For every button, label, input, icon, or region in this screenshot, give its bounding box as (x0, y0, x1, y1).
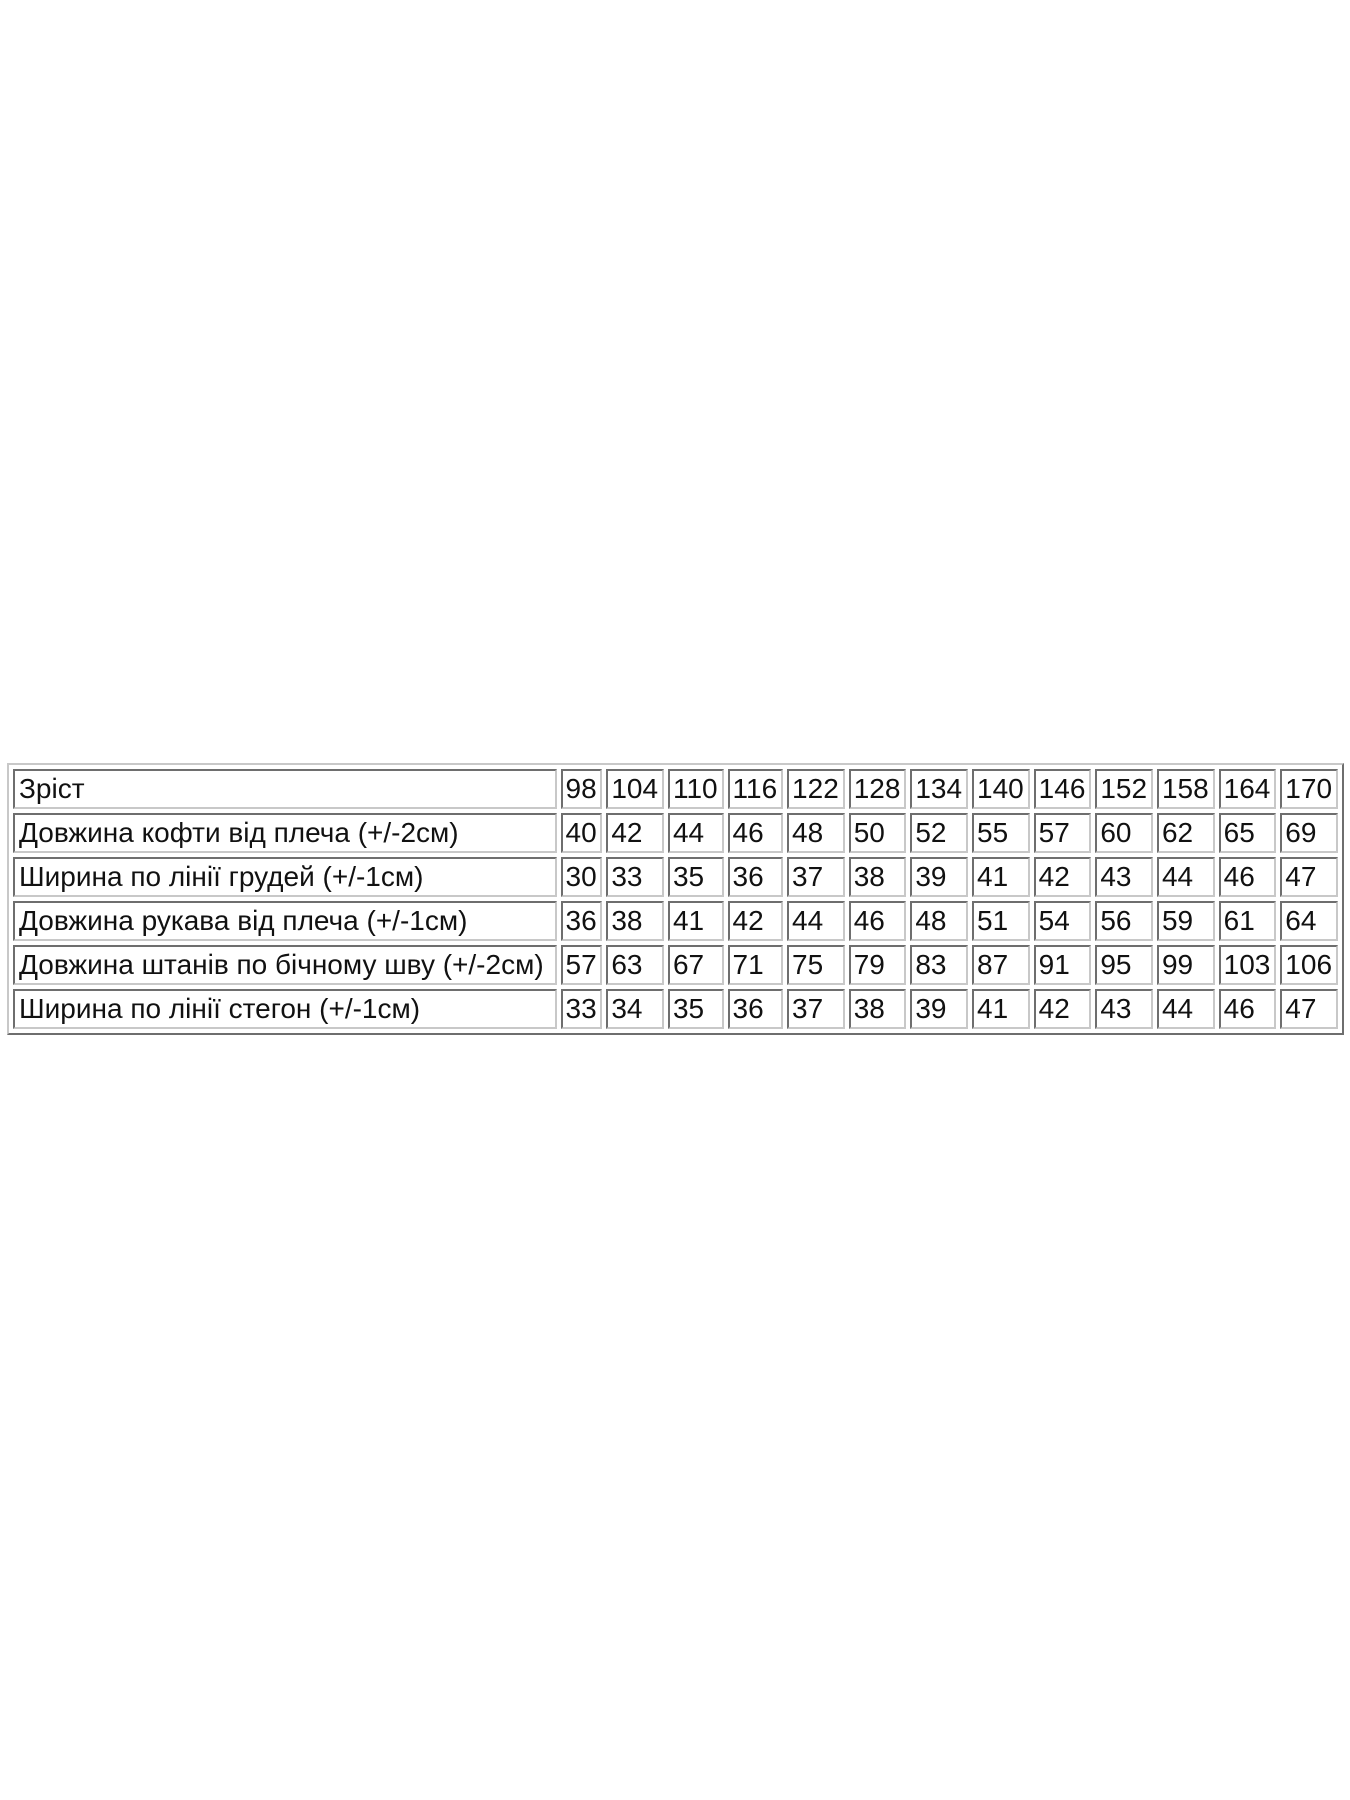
table-cell: 134 (910, 769, 968, 809)
table-cell: 110 (668, 769, 724, 809)
table-cell: 48 (910, 901, 968, 941)
table-cell: 57 (561, 945, 603, 985)
table-cell: 42 (606, 813, 664, 853)
table-cell: 51 (972, 901, 1030, 941)
table-cell: 57 (1034, 813, 1092, 853)
table-cell: 164 (1219, 769, 1277, 809)
table-cell: 44 (1157, 857, 1215, 897)
table-cell: 50 (849, 813, 907, 853)
table-cell: 55 (972, 813, 1030, 853)
table-cell: 30 (561, 857, 603, 897)
table-cell: 47 (1280, 857, 1338, 897)
table-cell: 37 (787, 857, 845, 897)
table-cell: 65 (1219, 813, 1277, 853)
size-chart-body (13, 769, 1338, 1029)
table-cell: 44 (668, 813, 724, 853)
table-row (13, 945, 1338, 985)
table-cell: 47 (1280, 989, 1338, 1029)
table-cell: 48 (787, 813, 845, 853)
row-label-cell: Ширина по лінії грудей (+/-1см) (13, 857, 557, 897)
table-cell: 56 (1095, 901, 1153, 941)
row-label-cell: Ширина по лінії стегон (+/-1см) (13, 989, 557, 1029)
table-cell: 39 (910, 989, 968, 1029)
row-label-cell: Довжина рукава від плеча (+/-1см) (13, 901, 557, 941)
table-cell: 39 (910, 857, 968, 897)
table-cell: 54 (1034, 901, 1092, 941)
table-cell: 75 (787, 945, 845, 985)
table-cell: 104 (606, 769, 664, 809)
table-cell: 95 (1095, 945, 1153, 985)
table-cell: 46 (1219, 989, 1277, 1029)
table-cell: 46 (728, 813, 784, 853)
row-label-cell: Зріст (13, 769, 557, 809)
table-cell: 103 (1219, 945, 1277, 985)
table-cell: 61 (1219, 901, 1277, 941)
table-row (13, 769, 1338, 809)
table-cell: 146 (1034, 769, 1092, 809)
table-cell: 59 (1157, 901, 1215, 941)
table-cell: 116 (728, 769, 784, 809)
table-cell: 41 (972, 989, 1030, 1029)
table-cell: 42 (1034, 857, 1092, 897)
table-cell: 43 (1095, 857, 1153, 897)
table-cell: 44 (1157, 989, 1215, 1029)
table-row (13, 901, 1338, 941)
table-cell: 98 (561, 769, 603, 809)
table-cell: 42 (1034, 989, 1092, 1029)
table-cell: 62 (1157, 813, 1215, 853)
table-cell: 33 (606, 857, 664, 897)
table-cell: 36 (561, 901, 603, 941)
table-cell: 69 (1280, 813, 1338, 853)
table-cell: 43 (1095, 989, 1153, 1029)
table-cell: 46 (849, 901, 907, 941)
table-cell: 152 (1095, 769, 1153, 809)
table-cell: 36 (728, 857, 784, 897)
table-cell: 71 (728, 945, 784, 985)
table-cell: 38 (849, 989, 907, 1029)
table-cell: 106 (1280, 945, 1338, 985)
table-cell: 41 (668, 901, 724, 941)
table-cell: 46 (1219, 857, 1277, 897)
table-row (13, 813, 1338, 853)
table-cell: 87 (972, 945, 1030, 985)
table-cell: 35 (668, 989, 724, 1029)
table-cell: 79 (849, 945, 907, 985)
row-label-cell: Довжина кофти від плеча (+/-2см) (13, 813, 557, 853)
table-row (13, 857, 1338, 897)
table-row (13, 989, 1338, 1029)
table-cell: 38 (606, 901, 664, 941)
table-cell: 99 (1157, 945, 1215, 985)
table-cell: 35 (668, 857, 724, 897)
table-cell: 122 (787, 769, 845, 809)
table-cell: 36 (728, 989, 784, 1029)
table-cell: 67 (668, 945, 724, 985)
table-cell: 33 (561, 989, 603, 1029)
table-cell: 83 (910, 945, 968, 985)
table-cell: 38 (849, 857, 907, 897)
table-cell: 34 (606, 989, 664, 1029)
table-cell: 128 (849, 769, 907, 809)
table-cell: 42 (728, 901, 784, 941)
table-cell: 64 (1280, 901, 1338, 941)
table-cell: 158 (1157, 769, 1215, 809)
size-chart-table (7, 763, 1344, 1035)
table-cell: 60 (1095, 813, 1153, 853)
table-cell: 91 (1034, 945, 1092, 985)
table-cell: 41 (972, 857, 1030, 897)
table-cell: 170 (1280, 769, 1338, 809)
table-cell: 40 (561, 813, 603, 853)
row-label-cell: Довжина штанів по бічному шву (+/-2см) (13, 945, 557, 985)
table-cell: 63 (606, 945, 664, 985)
table-cell: 44 (787, 901, 845, 941)
table-cell: 37 (787, 989, 845, 1029)
table-cell: 140 (972, 769, 1030, 809)
table-cell: 52 (910, 813, 968, 853)
